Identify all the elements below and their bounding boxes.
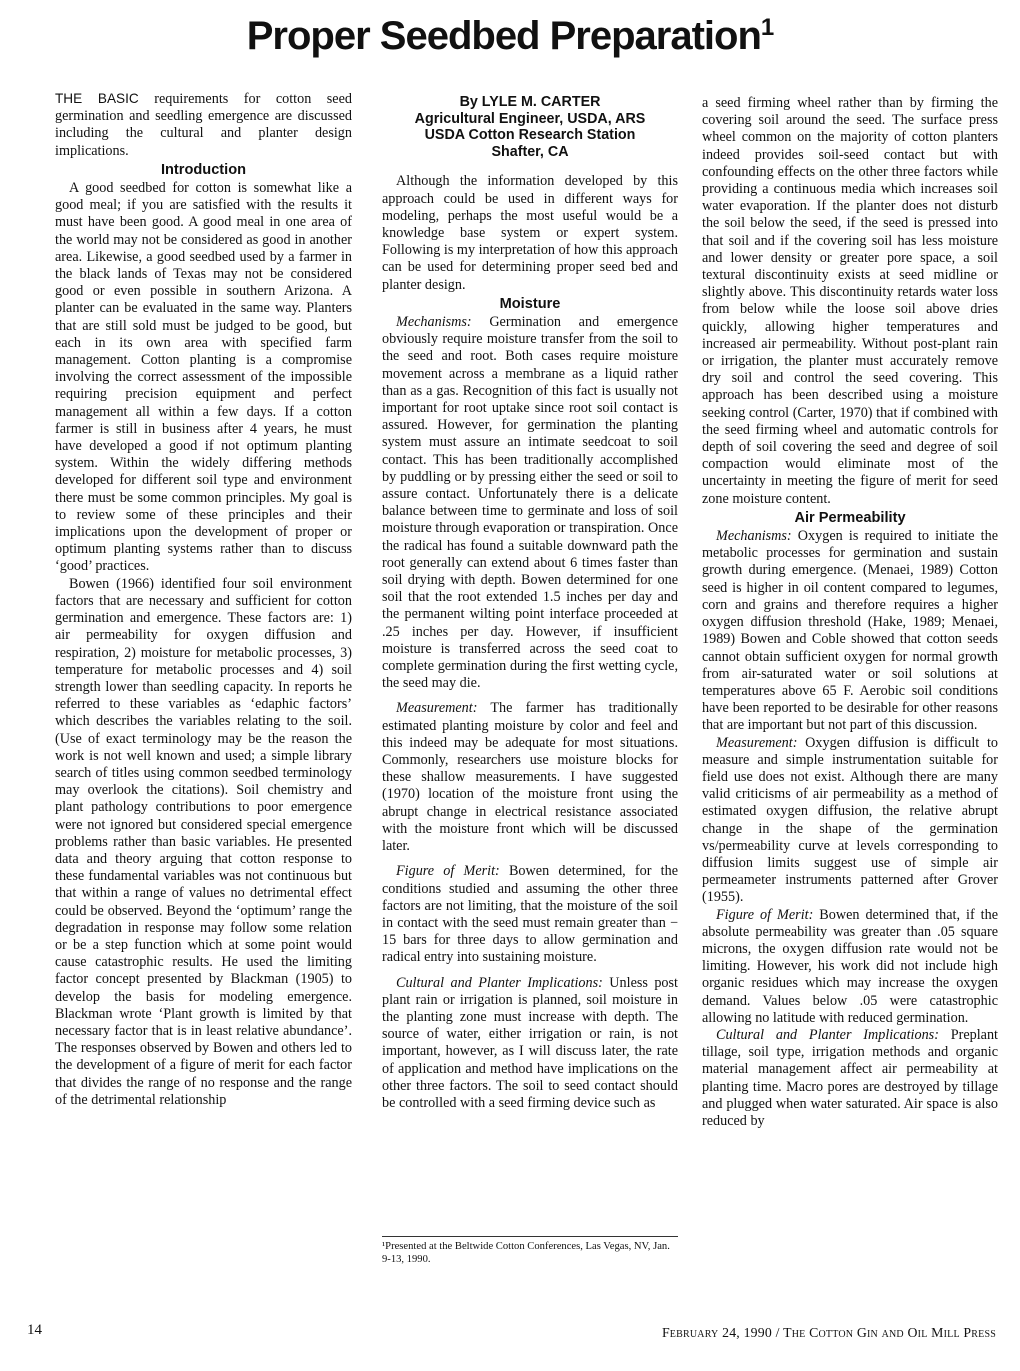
moisture-mechanisms: Mechanisms: Germination and emergence obviously require moisture transfer from the soil to the seed and root. Both cases require moisture movement across a membrane as a liquid rather than as a gas. Recognition of this fact is usually not important for root uptake since root soil contact is assured. However, for germination the planting system must assure an intimate seedcoat to soil contact. This has been traditionally accomplished by puddling or by pressing either the seed or soil to assure contact. Unfortunately there is a delicate balance between time to germinate and loss of soil moisture through evaporation or transpiration. Once the radical has found a suitable downward path the root generally can extend about 6 times faster than soil drying with depth. Bowen determined for one soil that the root extended 1.5 inches per day and the permanent wilting point interface proceeded at .25 inches per day. However, if insufficient moisture is transferred across the seed coat to complete germination during the first wetting cycle, the seed may die. [382, 314, 678, 692]
title-footnote-mark: 1 [760, 14, 774, 41]
byline-station: USDA Cotton Research Station [424, 127, 636, 144]
c3-paragraph-1: a seed firming wheel rather than by firming the covering soil around the seed. The surface press wheel common on the majority of cotton planters indeed provides soil-seed contact but with confounding effects on the other three factors while providing a continuous media which increases soil water evaporation. If the planter does not disturb the soil below the seed, if the seed is pressed into that soil and if the covering soil has less moisture and lower density or greater pore space, a soil textural discontinuity exists at seed midline or slightly above. This discontinuity retards water loss from below while the loose soil above dries quickly, allowing higher temperatures and increased air permeability. Without post-plant rain or irrigation, the planter must accurately remove dry soil and control the seed covering. This approach has been described using a moisture seeking control (Carter, 1970) that if combined with the seed firming wheel and automatic controls for depth of soil covering the seed and degree of soil compaction would eliminate most of the uncertainty in meeting the figure of merit for seed zone moisture content. [702, 95, 998, 507]
byline [382, 94, 678, 160]
page-number: 14 [27, 1322, 42, 1338]
column-3 [702, 95, 998, 1130]
moisture-measurement: Measurement: The farmer has traditionally estimated planting moisture by color and feel and this indeed may be adequate for most situations. Commonly, researchers use moisture blocks for these shallow measurements. I have suggested (1970) location of the moisture front using the abrupt change in electrical resistance associated with the moisture front which will be discussed later. [382, 700, 678, 855]
article-title: Proper Seedbed Preparation$^1$ [246, 14, 774, 58]
column-1 [55, 90, 352, 1109]
heading-air-permeability: Air Permeability [794, 509, 906, 526]
byline-location: Shafter, CA [491, 143, 569, 160]
running-footer: February 24, 1990 / The Cotton Gin and Oil Mill Press [661, 1325, 996, 1340]
lead-prefix: THE BASIC [55, 91, 139, 106]
c2-paragraph-1: Although the information developed by this approach could be used in different ways for modeling, perhaps the most useful would be a knowledge base system or expert system. Following is my interpretation of how this approach can be used for determining proper seed bed and planter design. [382, 173, 678, 293]
intro-paragraph-2: Bowen (1966) identified four soil environment factors that are necessary and sufficient for cotton germination and emergence. These factors are: 1) air permeability for oxygen diffusion and respiration, 2) moisture for metabolic processes, 3) temperature for metabolic processes and 4) soil strength lower than seedling capacity. In reports he referred to these variables as ‘edaphic factors’ which describes the variables relating to the soil. (Use of exact terminology may be the reason the work is not well known and used; a simple library search of titles using common seedbed terminology may overlook the citations). Soil chemistry and plant pathology contributions to poor emergence were not ignored but considered special emergence problems rather than basic variables. He presented data and theory arguing that cotton response to these fundamental variables was not continuous but that within a range of values no detrimental effect could be observed. Beyond the ‘optimum’ range the degradation in response may follow some relation or be a step function which at some point would cause catastrophic results. He used the limiting factor concept presented by Blackman (1905) to develop the basis for modeling emergence. Blackman wrote ‘Plant growth is limited by that necessary factor that is in least relative abundance’. The responses observed by Bowen and others led to the development of a figure of merit for each factor that divides the range of no response and the range of the detrimental relationship [55, 575, 352, 1108]
heading-introduction: Introduction [160, 161, 247, 178]
air-figure-of-merit: Figure of Merit: Bowen determined that, if the absolute permeability was greater than .05 square microns, the oxygen diffusion rate would not be limiting. However, his work did not include high organic residues which may increase the oxygen demand. Values below .05 were catastrophic allowing no latitude with reduced germination. [702, 906, 998, 1026]
lead-paragraph: THE BASIC requirements for cotton seed germination and seedling emergence are discussed including the cultural and planter design implications. [55, 91, 352, 159]
byline-author: By LYLE M. CARTER [459, 94, 601, 110]
air-measurement: Measurement: Oxygen diffusion is difficult to measure and simple instrumentation suitable for field use does not exist. Although there are many valid criticisms of air permeability as a method of estimated oxygen diffusion, the relative abrupt change in the shape of the germination vs/permeability curve at levels corresponding to diffusion limits suggest use of simple air permeameter instruments patterned after Grover (1955). [702, 734, 998, 906]
air-cultural-implications: Cultural and Planter Implications: Preplant tillage, soil type, irrigation methods and organic material management affect air permeability at planting time. Macro pores are destroyed by tillage and plugged when water saturated. Air space is also reduced by [702, 1026, 998, 1129]
moisture-cultural-implications: Cultural and Planter Implications: Unless post plant rain or irrigation is planned, soil moisture in the planting zone must increase with depth. The source of water, either irrigation or rain, is not important, however, as I will discuss later, the rate of application and method have implications on the other three factors. The soil to seed contact should be controlled with a seed firming device such as [382, 974, 678, 1111]
column-2 [382, 94, 678, 1112]
footnote: ¹Presented at the Beltwide Cotton Conferences, Las Vegas, NV, Jan. 9-13, 1990. [382, 1236, 678, 1266]
heading-moisture: Moisture [499, 295, 561, 312]
air-mechanisms: Mechanisms: Oxygen is required to initiate the metabolic processes for germination and sustain growth during emergence. (Menaei, 1989) Cotton seed is higher in oil content compared to legumes, corn and grains and therefore requires a higher oxygen diffusion threshold (Hake, 1989; Menaei, 1989) Bowen and Coble showed that cotton seeds cannot obtain sufficient oxygen for normal growth from air-saturated water or soil solutions at temperatures above 65 F. Aerobic soil conditions have been reported to be desirable for other reasons that are important but not part of this discussion. [702, 528, 998, 734]
moisture-figure-of-merit: Figure of Merit: Bowen determined, for the conditions studied and assuming the other three factors are not limiting, that the moisture of the soil in contact with the seed must remain greater than − 15 bars for three days to allow germination and radical entry into sustaining moisture. [382, 863, 678, 966]
byline-role: Agricultural Engineer, USDA, ARS [414, 110, 646, 127]
intro-paragraph-1: A good seedbed for cotton is somewhat like a good meal; if you are satisfied with the results it must have been good. A good meal in one area of the world may not be considered as good in another area. Likewise, a good seedbed used by a farmer in the black lands of Texas may not be considered good or even possible in southern Arizona. A planter can be evaluated in the same way. Planters that are still sold must be judged to be good, but each in its own area with specified farm management. Cotton planting is a compromise involving the correct assessment of the impossible requiring precision equipment and perfect management all within a few days. If a cotton farmer is still in business after 4 years, he must have developed a good if not optimum planting system. Within the widely differing methods developed for different soil type and environment there must be some common principles. My goal is to review some of these principles and their implications upon the development of proper or optimum planting systems rather than to discuss ‘good’ practices. [55, 180, 352, 575]
